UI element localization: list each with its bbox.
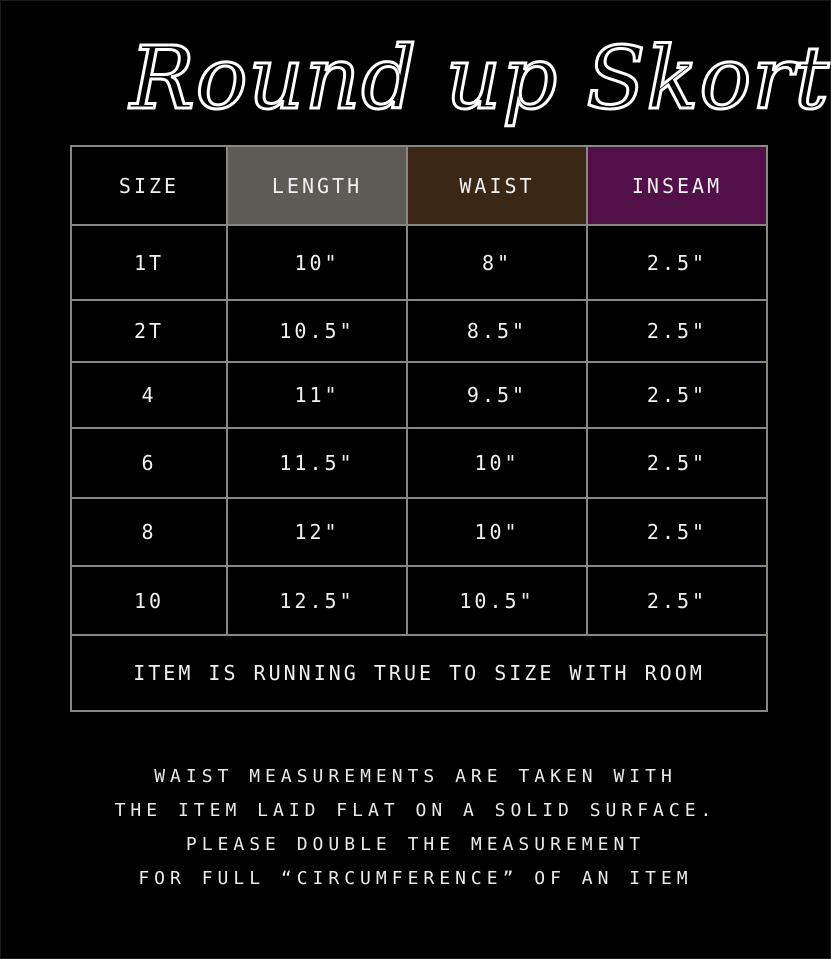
- fit-note: ITEM IS RUNNING TRUE TO SIZE WITH ROOM: [71, 635, 767, 711]
- table-row: [71, 428, 767, 498]
- footnote-line: WAIST MEASUREMENTS ARE TAKEN WITH: [154, 766, 677, 787]
- cell-size: 8: [71, 498, 227, 566]
- cell-length: 10.5": [227, 300, 407, 362]
- page-title: Round up Skort: [130, 29, 830, 129]
- table-row: [71, 362, 767, 428]
- cell-size: 4: [71, 362, 227, 428]
- cell-inseam: 2.5": [587, 300, 767, 362]
- cell-size: 10: [71, 566, 227, 635]
- cell-length: 10": [227, 225, 407, 300]
- cell-waist: 10": [407, 498, 587, 566]
- cell-inseam: 2.5": [587, 225, 767, 300]
- cell-waist: 8": [407, 225, 587, 300]
- cell-inseam: 2.5": [587, 566, 767, 635]
- cell-length: 12.5": [227, 566, 407, 635]
- header-length: LENGTH: [227, 146, 407, 225]
- cell-length: 12": [227, 498, 407, 566]
- cell-inseam: 2.5": [587, 498, 767, 566]
- table-header-row: [71, 146, 767, 225]
- table-row: [71, 566, 767, 635]
- cell-length: 11": [227, 362, 407, 428]
- cell-waist: 8.5": [407, 300, 587, 362]
- table-row: [71, 225, 767, 300]
- cell-inseam: 2.5": [587, 362, 767, 428]
- fit-note-row: [71, 635, 767, 711]
- footnote-line: PLEASE DOUBLE THE MEASUREMENT: [185, 834, 646, 855]
- cell-waist: 10.5": [407, 566, 587, 635]
- cell-size: 1T: [71, 225, 227, 300]
- cell-size: 6: [71, 428, 227, 498]
- cell-waist: 9.5": [407, 362, 587, 428]
- measurement-footnote: [60, 760, 771, 896]
- table-row: [71, 498, 767, 566]
- header-waist: WAIST: [407, 146, 587, 225]
- cell-waist: 10": [407, 428, 587, 498]
- footnote-line: FOR FULL “CIRCUMFERENCE” OF AN ITEM: [138, 868, 693, 889]
- cell-length: 11.5": [227, 428, 407, 498]
- header-size: SIZE: [71, 146, 227, 225]
- header-inseam: INSEAM: [587, 146, 767, 225]
- size-chart-table: [70, 145, 768, 712]
- table-row: [71, 300, 767, 362]
- cell-inseam: 2.5": [587, 428, 767, 498]
- cell-size: 2T: [71, 300, 227, 362]
- footnote-line: THE ITEM LAID FLAT ON A SOLID SURFACE.: [114, 800, 717, 821]
